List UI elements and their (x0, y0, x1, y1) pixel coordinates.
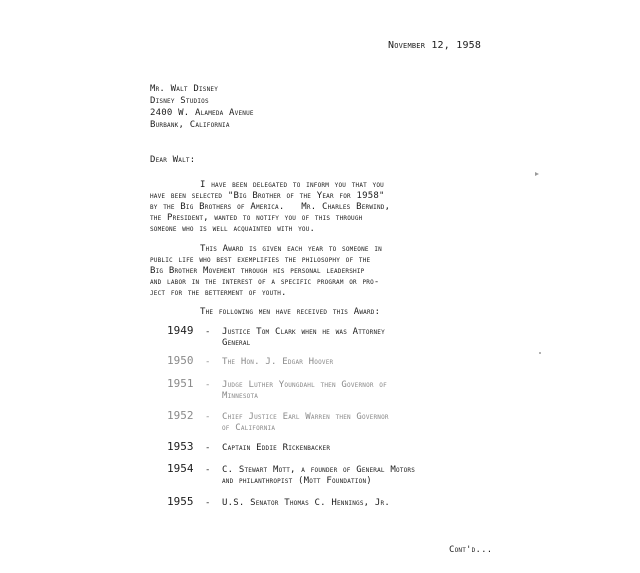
award-recipient-line: of California (222, 423, 276, 433)
award-year: 1952 (167, 409, 194, 422)
award-year: 1955 (167, 495, 194, 508)
scan-speck-icon (535, 172, 539, 176)
paragraph1-line: I have been delegated to inform you that you (200, 180, 384, 190)
award-year: 1954 (167, 462, 194, 475)
award-recipient-line: Justice Tom Clark when he was Attorney (222, 327, 385, 337)
award-recipient-line: Chief Justice Earl Warren then Governor (222, 412, 389, 422)
award-dash: - (205, 412, 211, 422)
paragraph1-line: by the Big Brothers of America. Mr. Charles Berwind, (150, 202, 391, 212)
award-dash: - (205, 443, 211, 453)
award-dash: - (205, 465, 211, 475)
recipient-company: Disney Studios (150, 96, 209, 106)
award-recipient-line: U.S. Senator Thomas C. Hennings, Jr. (222, 498, 390, 508)
award-year: 1953 (167, 440, 194, 453)
list-intro: The following men have received this Award: (200, 307, 381, 317)
award-year: 1951 (167, 377, 194, 390)
award-dash: - (205, 327, 211, 337)
paragraph1-line: the President, wanted to notify you of this through (150, 213, 363, 223)
award-recipient-line: Judge Luther Youngdahl then Governor of (222, 380, 387, 390)
recipient-name: Mr. Walt Disney (150, 84, 219, 94)
award-recipient-line: General (222, 338, 251, 348)
paragraph1-line: someone who is well acquainted with you. (150, 224, 316, 234)
award-recipient-line: The Hon. J. Edgar Hoover (222, 357, 334, 367)
paragraph2-line: and labor in the interest of a specific program or pro- (150, 277, 380, 287)
award-year: 1949 (167, 324, 194, 337)
paragraph2-line: ject for the betterment of youth. (150, 288, 287, 298)
salutation: Dear Walt: (150, 155, 196, 165)
scan-speck-icon (538, 351, 542, 355)
award-recipient-line: C. Stewart Mott, a founder of General Motors (222, 465, 416, 475)
award-year: 1950 (167, 354, 194, 367)
award-dash: - (205, 357, 211, 367)
award-dash: - (205, 380, 211, 390)
recipient-street: 2400 W. Alameda Avenue (150, 108, 254, 118)
letter-date: November 12, 1958 (388, 40, 482, 51)
award-recipient-line: and philanthropist (Mott Foundation) (222, 476, 372, 486)
paragraph2-line: This Award is given each year to someone in (200, 244, 382, 254)
award-dash: - (205, 498, 211, 508)
paragraph2-line: public life who best exemplifies the philosophy of the (150, 255, 371, 265)
recipient-city: Burbank, California (150, 120, 230, 130)
award-recipient-line: Minnesota (222, 391, 259, 401)
continued-note: Cont'd... (449, 545, 493, 555)
award-recipient-line: Captain Eddie Rickenbacker (222, 443, 331, 453)
paragraph2-line: Big Brother Movement through his personal leadership (150, 266, 365, 276)
paragraph1-line: have been selected "Big Brother of the Year for 1958" (150, 191, 385, 201)
